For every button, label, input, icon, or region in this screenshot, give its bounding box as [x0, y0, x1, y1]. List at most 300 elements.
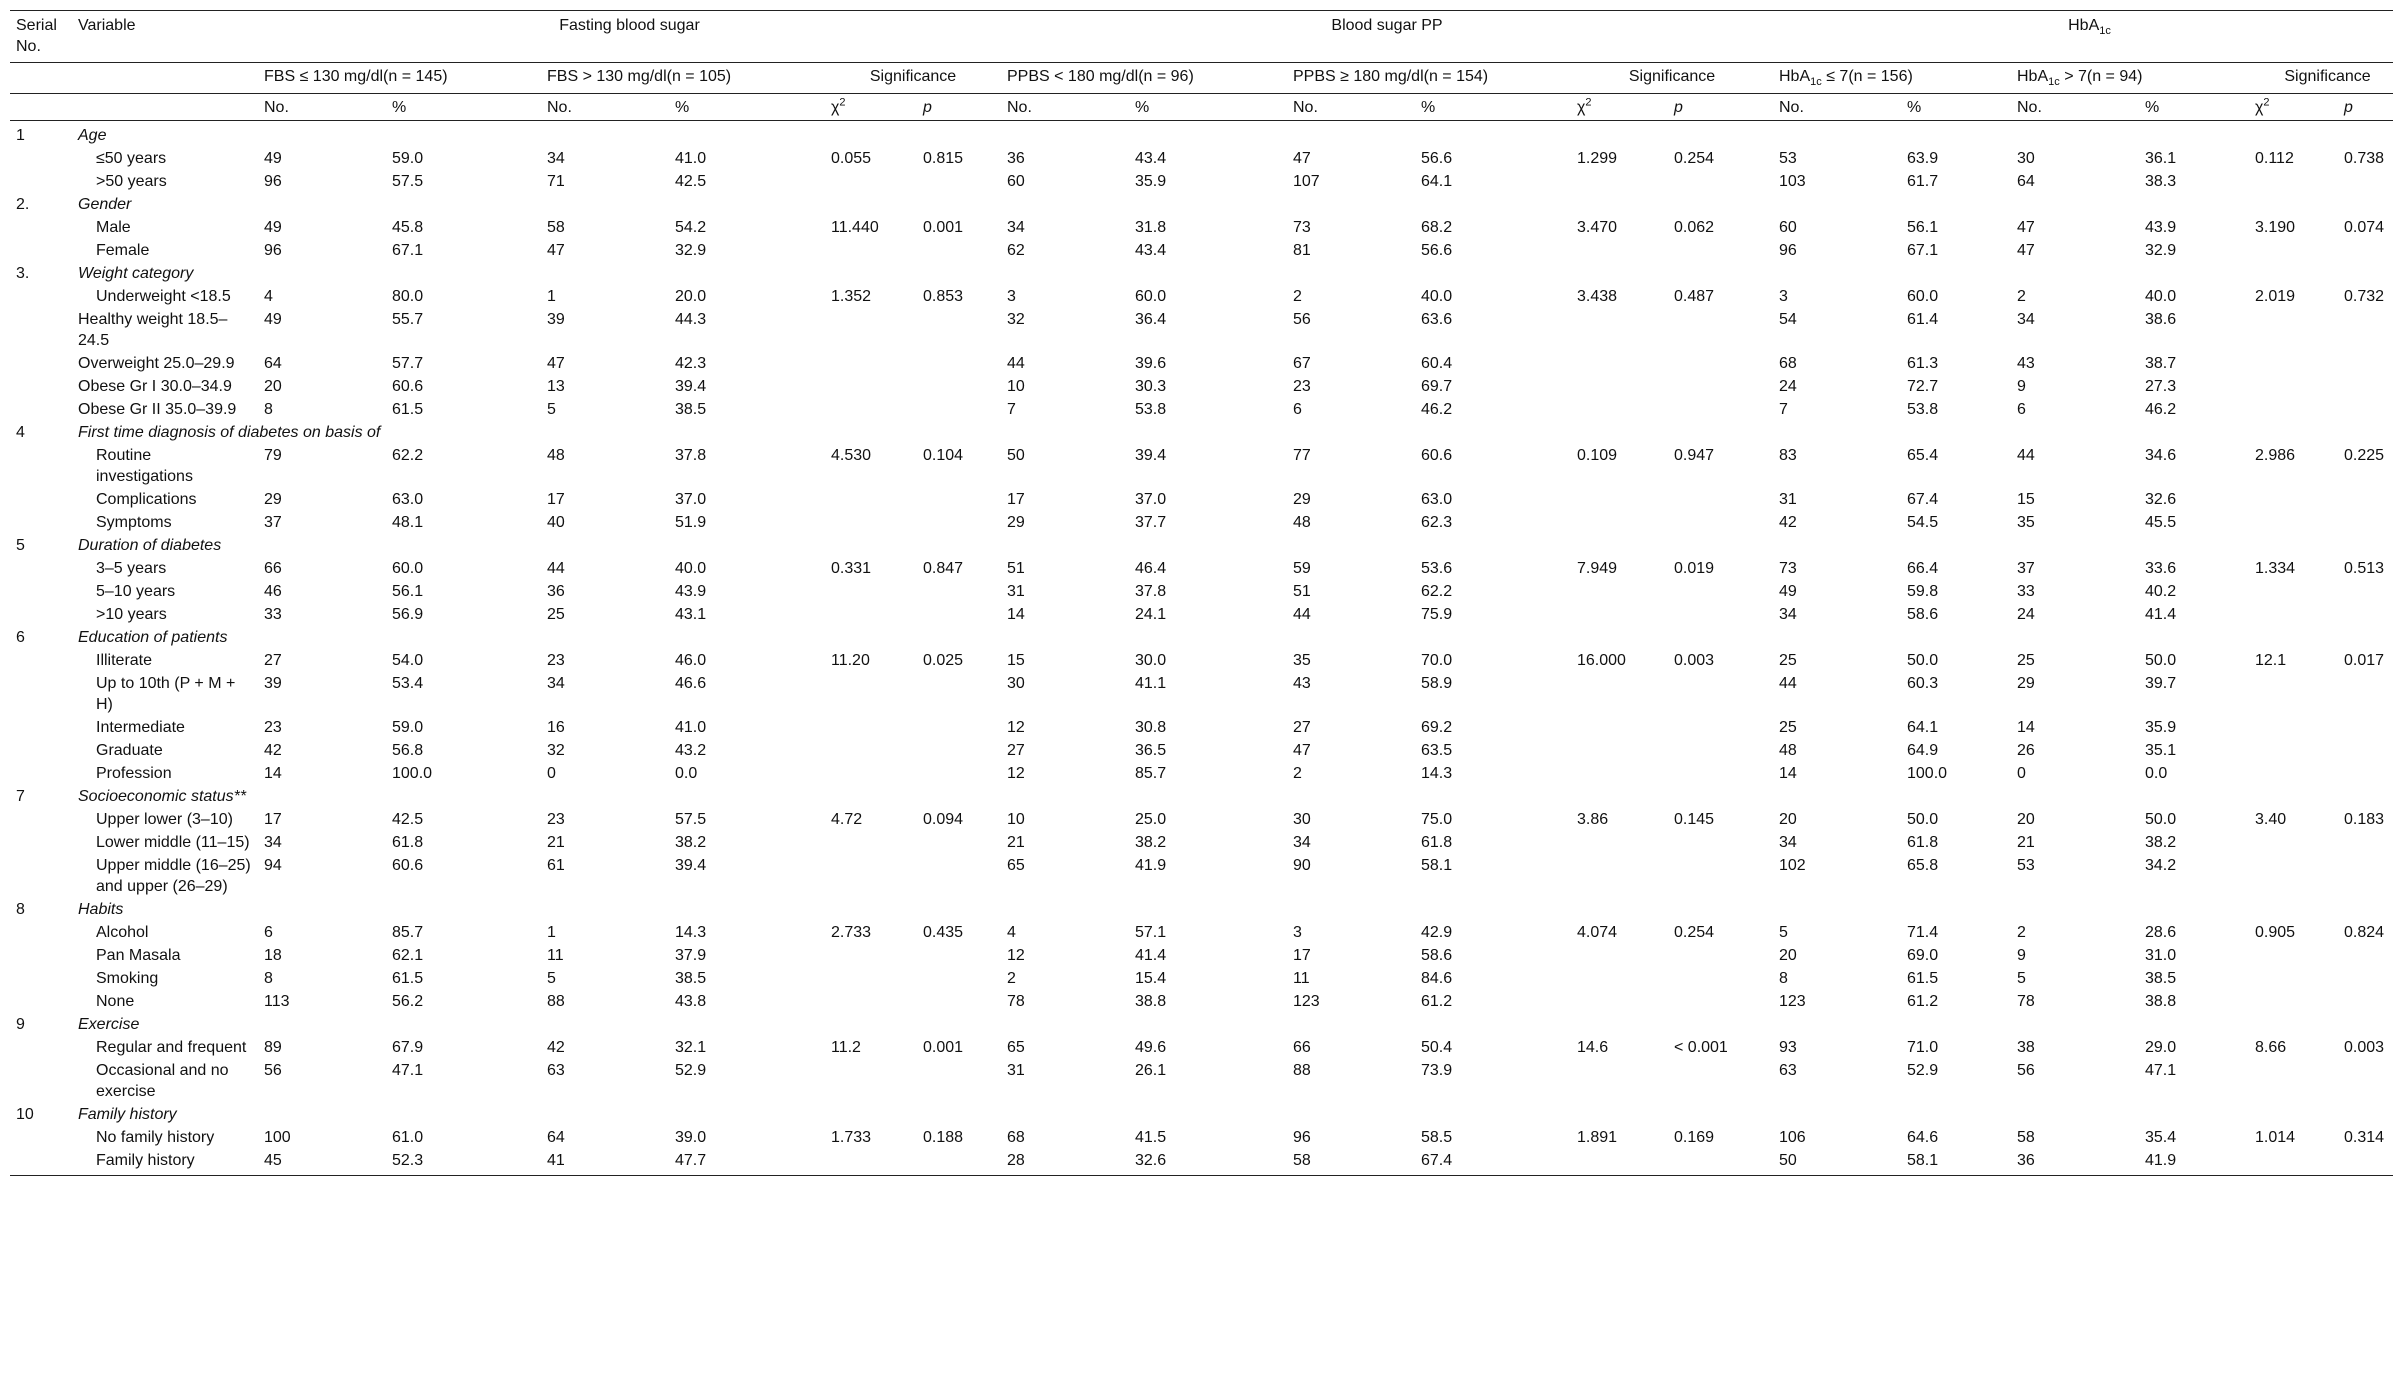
- variable-label: Lower middle (11–15): [96, 834, 250, 851]
- value-cell: 24: [1779, 378, 1797, 395]
- value-cell: 60.6: [392, 857, 424, 874]
- count-label: No.: [2011, 94, 2139, 121]
- value-cell: [2338, 762, 2393, 785]
- value-cell: 34: [547, 675, 565, 692]
- value-cell: [1571, 739, 1668, 762]
- serial-cell: [10, 239, 72, 262]
- category-label: Habits: [78, 901, 124, 918]
- value-cell: [917, 511, 1001, 534]
- value-cell: 50: [1007, 447, 1025, 464]
- value-cell: 46: [264, 583, 282, 600]
- serial-cell: 3.: [16, 265, 30, 282]
- value-cell: 69.7: [1421, 378, 1453, 395]
- value-cell: [2249, 352, 2338, 375]
- value-cell: 96: [1293, 1129, 1311, 1146]
- variable-label: Pan Masala: [96, 947, 181, 964]
- variable-label: Overweight 25.0–29.9: [78, 355, 235, 372]
- percent-label: %: [1415, 94, 1571, 121]
- value-cell: 0.0: [2145, 765, 2168, 782]
- value-cell: 35.9: [2145, 719, 2177, 736]
- category-label: Socioeconomic status**: [78, 788, 247, 805]
- value-cell: 64: [2017, 173, 2035, 190]
- value-cell: [2249, 762, 2338, 785]
- value-cell: [825, 239, 917, 262]
- table-row: [10, 716, 2393, 739]
- category-row: [10, 898, 2393, 921]
- variable-label: Graduate: [96, 742, 163, 759]
- value-cell: 30.0: [1135, 652, 1167, 669]
- value-cell: 58.1: [1421, 857, 1453, 874]
- value-cell: 43.9: [2145, 219, 2177, 236]
- serial-cell: [10, 375, 72, 398]
- serial-cell: 5: [16, 537, 25, 554]
- value-cell: 78: [1007, 993, 1025, 1010]
- value-cell: 38.7: [2145, 355, 2177, 372]
- value-cell: 0.254: [1674, 924, 1715, 941]
- value-cell: 50.0: [1907, 811, 1939, 828]
- count-label: No.: [1287, 94, 1415, 121]
- value-cell: 5: [1779, 924, 1788, 941]
- value-cell: 3.86: [1577, 811, 1609, 828]
- value-cell: 41: [541, 1149, 669, 1176]
- value-cell: 56.1: [1907, 219, 1939, 236]
- value-cell: [2338, 739, 2393, 762]
- value-cell: [825, 1059, 917, 1103]
- value-cell: [917, 716, 1001, 739]
- serial-cell: [10, 967, 72, 990]
- value-cell: 24: [2017, 606, 2035, 623]
- value-cell: 43.9: [675, 583, 707, 600]
- value-cell: [1668, 398, 1773, 421]
- table-row: [10, 672, 2393, 716]
- table-row: [10, 762, 2393, 785]
- serial-cell: [10, 762, 72, 785]
- percent-label: %: [1901, 94, 2011, 121]
- ppbs-low-header: PPBS < 180 mg/dl(n = 96): [1001, 63, 1287, 94]
- value-cell: 47: [1293, 150, 1311, 167]
- value-cell: 56.9: [392, 606, 424, 623]
- value-cell: 56: [264, 1062, 282, 1079]
- value-cell: 13: [547, 378, 565, 395]
- value-cell: [1571, 580, 1668, 603]
- pp-significance-header: Significance: [1571, 63, 1773, 94]
- value-cell: 0.314: [2344, 1129, 2385, 1146]
- variable-label: 3–5 years: [96, 560, 167, 577]
- value-cell: [825, 170, 917, 193]
- hba1c-high-header: HbA$_{1c}$ > 7(n = 94): [2011, 63, 2249, 94]
- value-cell: 37.8: [1135, 583, 1167, 600]
- value-cell: 51.9: [675, 514, 707, 531]
- value-cell: 44: [547, 560, 565, 577]
- value-cell: 0.112: [2255, 150, 2294, 167]
- table-row: [10, 1059, 2393, 1103]
- value-cell: 67.4: [1415, 1149, 1571, 1176]
- value-cell: 63.5: [1421, 742, 1453, 759]
- value-cell: [1571, 967, 1668, 990]
- table-row: [10, 239, 2393, 262]
- value-cell: 62.1: [392, 947, 424, 964]
- serial-cell: [10, 921, 72, 944]
- value-cell: 93: [1779, 1039, 1797, 1056]
- fbs-high-header: FBS > 130 mg/dl(n = 105): [541, 63, 825, 94]
- variable-label: Regular and frequent: [96, 1039, 247, 1056]
- serial-cell: [10, 557, 72, 580]
- value-cell: [1668, 352, 1773, 375]
- value-cell: 11.440: [831, 219, 879, 236]
- value-cell: 100.0: [392, 765, 433, 782]
- p-value-label: p: [1668, 94, 1773, 121]
- value-cell: 64: [547, 1129, 565, 1146]
- value-cell: 51: [1007, 560, 1025, 577]
- value-cell: 73: [1779, 560, 1797, 577]
- value-cell: 25: [1779, 719, 1797, 736]
- value-cell: 65.4: [1907, 447, 1939, 464]
- value-cell: 42: [547, 1039, 565, 1056]
- value-cell: 50.0: [1907, 652, 1939, 669]
- value-cell: [1571, 398, 1668, 421]
- variable-label: Up to 10th (P + M + H): [96, 675, 236, 713]
- value-cell: 26.1: [1135, 1062, 1167, 1079]
- value-cell: 2.019: [2255, 288, 2296, 305]
- category-row: [10, 534, 2393, 557]
- serial-cell: [10, 308, 72, 352]
- value-cell: 46.4: [1135, 560, 1167, 577]
- value-cell: [1571, 511, 1668, 534]
- serial-cell: [10, 216, 72, 239]
- value-cell: 45.5: [2145, 514, 2177, 531]
- value-cell: 66.4: [1907, 560, 1939, 577]
- value-cell: [2249, 580, 2338, 603]
- value-cell: [1668, 831, 1773, 854]
- value-cell: 44: [1779, 675, 1797, 692]
- value-cell: [917, 375, 1001, 398]
- value-cell: 25: [2017, 652, 2035, 669]
- value-cell: 54.5: [1907, 514, 1939, 531]
- value-cell: [2249, 1149, 2338, 1176]
- category-row: [10, 626, 2393, 649]
- variable-label: Illiterate: [96, 652, 153, 669]
- value-cell: 48: [1779, 742, 1797, 759]
- table-row: [10, 808, 2393, 831]
- value-cell: 45: [258, 1149, 386, 1176]
- results-table: [10, 10, 2393, 1176]
- value-cell: 43.4: [1135, 242, 1167, 259]
- value-cell: 0.738: [2344, 150, 2385, 167]
- value-cell: 75.9: [1421, 606, 1453, 623]
- value-cell: 16.000: [1577, 652, 1626, 669]
- value-cell: 58: [547, 219, 565, 236]
- variable-label: No family history: [96, 1129, 215, 1146]
- fbs-low-header: FBS ≤ 130 mg/dl(n = 145): [258, 63, 541, 94]
- value-cell: 14: [1007, 606, 1025, 623]
- serial-cell: [10, 854, 72, 898]
- value-cell: 1.891: [1577, 1129, 1618, 1146]
- value-cell: 1.014: [2255, 1129, 2296, 1146]
- value-cell: 0.169: [1674, 1129, 1715, 1146]
- value-cell: 0.905: [2255, 924, 2296, 941]
- value-cell: [1571, 308, 1668, 352]
- value-cell: 34: [547, 150, 565, 167]
- value-cell: 25: [547, 606, 565, 623]
- category-row: [10, 121, 2393, 148]
- value-cell: [2249, 854, 2338, 898]
- value-cell: [917, 967, 1001, 990]
- value-cell: 12: [1007, 765, 1025, 782]
- value-cell: [1571, 170, 1668, 193]
- value-cell: 59: [1293, 560, 1311, 577]
- value-cell: 53: [1779, 150, 1797, 167]
- value-cell: 11: [1293, 970, 1310, 987]
- value-cell: 23: [547, 811, 565, 828]
- fasting-blood-sugar-header: Fasting blood sugar: [559, 17, 700, 34]
- value-cell: [917, 308, 1001, 352]
- value-cell: 26: [2017, 742, 2035, 759]
- category-row: [10, 1013, 2393, 1036]
- value-cell: 47.1: [392, 1062, 424, 1079]
- value-cell: 41.5: [1135, 1129, 1167, 1146]
- value-cell: 58.9: [1421, 675, 1453, 692]
- value-cell: 60: [1779, 219, 1797, 236]
- value-cell: 69.2: [1421, 719, 1453, 736]
- value-cell: 34: [1293, 834, 1311, 851]
- value-cell: 43.1: [675, 606, 707, 623]
- value-cell: 11: [547, 947, 564, 964]
- value-cell: 48.1: [392, 514, 424, 531]
- variable-label: None: [96, 993, 135, 1010]
- value-cell: 21: [547, 834, 565, 851]
- value-cell: 0.732: [2344, 288, 2385, 305]
- value-cell: 3.438: [1577, 288, 1618, 305]
- value-cell: 37: [2017, 560, 2035, 577]
- value-cell: 66: [264, 560, 282, 577]
- value-cell: 49.6: [1135, 1039, 1167, 1056]
- value-cell: 35.1: [2145, 742, 2177, 759]
- value-cell: 63: [1779, 1062, 1797, 1079]
- value-cell: 52.3: [386, 1149, 541, 1176]
- value-cell: [2338, 308, 2393, 352]
- value-cell: 8: [264, 401, 273, 418]
- chi-square-label: $\chi^2$: [1571, 94, 1668, 121]
- value-cell: [825, 603, 917, 626]
- value-cell: 0.435: [923, 924, 964, 941]
- value-cell: [2338, 239, 2393, 262]
- category-label: Duration of diabetes: [78, 537, 222, 554]
- value-cell: 48: [1293, 514, 1311, 531]
- value-cell: 18: [264, 947, 282, 964]
- value-cell: 68: [1007, 1129, 1025, 1146]
- value-cell: [1668, 854, 1773, 898]
- value-cell: 28: [1001, 1149, 1129, 1176]
- value-cell: 1: [547, 288, 556, 305]
- value-cell: [1571, 831, 1668, 854]
- value-cell: 4: [1007, 924, 1016, 941]
- value-cell: [2338, 603, 2393, 626]
- value-cell: 23: [547, 652, 565, 669]
- variable-label: Symptoms: [96, 514, 172, 531]
- table-row: [10, 603, 2393, 626]
- value-cell: 81: [1293, 242, 1311, 259]
- table-body: [10, 121, 2393, 1176]
- value-cell: 61.4: [1907, 311, 1939, 328]
- value-cell: 12: [1007, 947, 1025, 964]
- value-cell: 77: [1293, 447, 1311, 464]
- value-cell: 2: [2017, 288, 2026, 305]
- value-cell: 64.6: [1907, 1129, 1939, 1146]
- value-cell: 49: [1779, 583, 1797, 600]
- value-cell: 0.017: [2344, 652, 2385, 669]
- value-cell: 96: [264, 173, 282, 190]
- variable-label: Complications: [96, 491, 197, 508]
- value-cell: 50.0: [2145, 811, 2177, 828]
- value-cell: 25: [1779, 652, 1797, 669]
- value-cell: 3: [1007, 288, 1016, 305]
- value-cell: [917, 239, 1001, 262]
- value-cell: [825, 511, 917, 534]
- value-cell: 44: [1007, 355, 1025, 372]
- value-cell: 68.2: [1421, 219, 1453, 236]
- value-cell: 56.8: [392, 742, 424, 759]
- serial-cell: [10, 831, 72, 854]
- value-cell: 54: [1779, 311, 1797, 328]
- value-cell: [2249, 716, 2338, 739]
- value-cell: 57.7: [392, 355, 424, 372]
- value-cell: [1571, 1059, 1668, 1103]
- table-row: [10, 557, 2393, 580]
- value-cell: 61: [547, 857, 565, 874]
- value-cell: 89: [264, 1039, 282, 1056]
- variable-label: Obese Gr II 35.0–39.9: [78, 401, 237, 418]
- value-cell: 0.074: [2344, 219, 2385, 236]
- value-cell: 41.4: [2145, 606, 2177, 623]
- value-cell: [1668, 511, 1773, 534]
- value-cell: 29.0: [2145, 1039, 2177, 1056]
- value-cell: 37.0: [1135, 491, 1167, 508]
- variable-label: Underweight <18.5: [96, 288, 231, 305]
- value-cell: 56.2: [392, 993, 424, 1010]
- value-cell: 42: [1779, 514, 1797, 531]
- value-cell: 38.6: [2145, 311, 2177, 328]
- value-cell: [2249, 831, 2338, 854]
- value-cell: 9: [2017, 378, 2026, 395]
- data-table-container: [10, 10, 2386, 1176]
- variable-label: Routine investigations: [96, 447, 193, 485]
- value-cell: [1571, 762, 1668, 785]
- value-cell: 36: [2011, 1149, 2139, 1176]
- value-cell: 0.225: [2344, 447, 2385, 464]
- variable-label: Healthy weight 18.5–24.5: [78, 311, 228, 349]
- category-label: Exercise: [78, 1016, 140, 1033]
- value-cell: 58.6: [1907, 606, 1939, 623]
- value-cell: 2: [2017, 924, 2026, 941]
- value-cell: 17: [547, 491, 565, 508]
- value-cell: 59.0: [392, 150, 424, 167]
- value-cell: 60.0: [1907, 288, 1939, 305]
- value-cell: 79: [264, 447, 282, 464]
- value-cell: 9: [2017, 947, 2026, 964]
- serial-cell: [10, 716, 72, 739]
- value-cell: 38: [2017, 1039, 2035, 1056]
- value-cell: 52.9: [675, 1062, 707, 1079]
- value-cell: 67.1: [392, 242, 424, 259]
- value-cell: 50.4: [1421, 1039, 1453, 1056]
- value-cell: 39.0: [675, 1129, 707, 1146]
- value-cell: [1571, 239, 1668, 262]
- value-cell: 61.3: [1907, 355, 1939, 372]
- value-cell: 71.4: [1907, 924, 1939, 941]
- value-cell: 29: [2017, 675, 2035, 692]
- value-cell: 33: [264, 606, 282, 623]
- value-cell: [1571, 990, 1668, 1013]
- value-cell: 63.6: [1421, 311, 1453, 328]
- value-cell: [1571, 375, 1668, 398]
- serial-cell: [10, 1126, 72, 1149]
- value-cell: 31.0: [2145, 947, 2177, 964]
- value-cell: 54.2: [675, 219, 707, 236]
- value-cell: 47: [2017, 219, 2035, 236]
- value-cell: [2249, 1059, 2338, 1103]
- value-cell: 2: [1293, 765, 1302, 782]
- value-cell: 41.9: [2139, 1149, 2249, 1176]
- value-cell: 30: [2017, 150, 2035, 167]
- table-row: [10, 649, 2393, 672]
- variable-label: Profession: [96, 765, 172, 782]
- value-cell: 54.0: [392, 652, 424, 669]
- value-cell: 40.0: [2145, 288, 2177, 305]
- value-cell: [1668, 990, 1773, 1013]
- variable-label: Obese Gr I 30.0–34.9: [78, 378, 232, 395]
- value-cell: 32.6: [2145, 491, 2177, 508]
- value-cell: 6: [1293, 401, 1302, 418]
- value-cell: [1571, 1149, 1668, 1176]
- value-cell: 47: [547, 242, 565, 259]
- percent-label: %: [2139, 94, 2249, 121]
- value-cell: 0.104: [923, 447, 964, 464]
- value-cell: 38.2: [1135, 834, 1167, 851]
- value-cell: [2338, 944, 2393, 967]
- value-cell: 51: [1293, 583, 1311, 600]
- value-cell: 46.0: [675, 652, 707, 669]
- category-label: Gender: [78, 196, 132, 213]
- value-cell: 29: [1007, 514, 1025, 531]
- count-label: No.: [1773, 94, 1901, 121]
- value-cell: 35.9: [1135, 173, 1167, 190]
- value-cell: 36.5: [1135, 742, 1167, 759]
- value-cell: [1668, 739, 1773, 762]
- value-cell: 15: [1007, 652, 1025, 669]
- serial-cell: [10, 672, 72, 716]
- value-cell: 3.470: [1577, 219, 1618, 236]
- value-cell: 85.7: [392, 924, 424, 941]
- serial-cell: [10, 511, 72, 534]
- serial-cell: [10, 352, 72, 375]
- value-cell: [2338, 831, 2393, 854]
- value-cell: 61.5: [392, 970, 424, 987]
- value-cell: 52.9: [1907, 1062, 1939, 1079]
- value-cell: 64.9: [1907, 742, 1939, 759]
- value-cell: 58.1: [1901, 1149, 2011, 1176]
- value-cell: 39: [547, 311, 565, 328]
- value-cell: [825, 967, 917, 990]
- value-cell: 14: [1779, 765, 1797, 782]
- serial-cell: 2.: [16, 196, 30, 213]
- serial-cell: [10, 1059, 72, 1103]
- value-cell: 25.0: [1135, 811, 1167, 828]
- value-cell: [1668, 239, 1773, 262]
- serial-cell: 7: [16, 788, 25, 805]
- value-cell: [2249, 739, 2338, 762]
- table-row: [10, 398, 2393, 421]
- value-cell: 40: [547, 514, 565, 531]
